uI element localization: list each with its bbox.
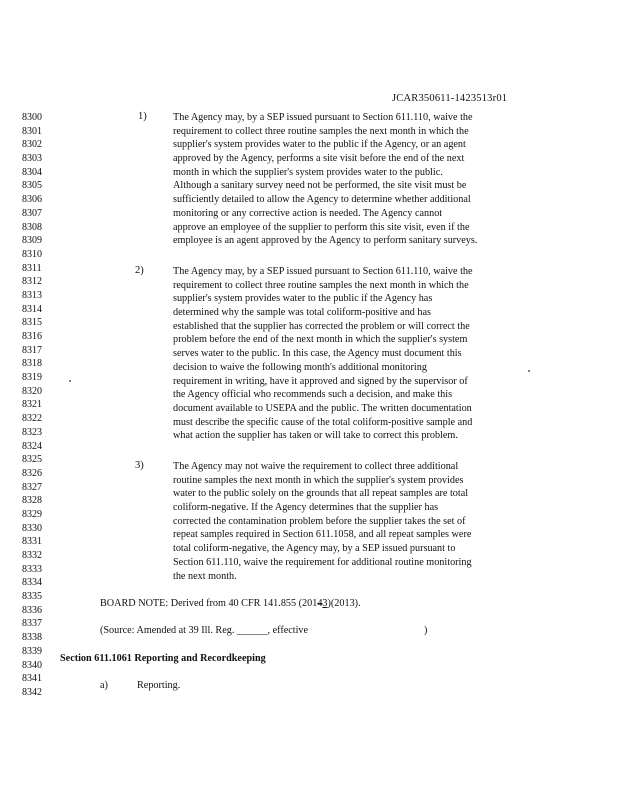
line-number: 8315 [22,317,42,329]
board-note-suffix: )(2013). [327,598,361,609]
inserted-text: 3 [322,598,328,609]
line-number: 8339 [22,645,42,657]
text-line: sufficiently detailed to allow the Agency to determine whether additional [173,194,471,206]
line-number: 8335 [22,591,42,603]
line-number: 8324 [22,440,42,452]
line-number: 8336 [22,604,42,616]
line-number: 8317 [22,344,42,356]
text-line: supplier's system provides water to the public if the Agency has [173,293,433,305]
source-close-paren: ) [424,625,428,636]
line-number: 8306 [22,194,42,206]
line-number: 8309 [22,235,42,247]
document-code: JCAR350611-1423513r01 [392,93,508,104]
text-line: supplier's system provides water to the public if the Agency, or an agent [173,139,466,151]
line-number: 8320 [22,385,42,397]
line-numbers [22,111,62,700]
deleted-text: 4 [317,598,323,609]
line-number: 8327 [22,481,42,493]
text-line: employee is an agent approved by the Agency to perform sanitary surveys. [173,235,478,247]
line-number: 8310 [22,248,42,260]
line-number: 8342 [22,686,42,698]
text-line: determined why the sample was total coliform-positive and has [173,307,432,319]
source-note [100,625,308,636]
text-line: the Agency official who recommends such a decision, and make this [173,389,453,401]
text-line: repeat samples required in Section 611.1058, and all repeat samples were [173,529,472,541]
text-line: requirement to collect three routine samples the next month in which the [173,125,469,137]
line-number: 8307 [22,207,42,219]
line-number: 8323 [22,426,42,438]
item-1-text [173,111,563,248]
subsection-label: Reporting. [137,680,181,691]
text-line: approve an employee of the supplier to perform this site visit, even if the [173,221,470,233]
line-number: 8337 [22,618,42,630]
text-line: coliform-negative. If the Agency determines that the supplier has [173,502,439,514]
line-number: 8331 [22,536,42,548]
line-number: 8312 [22,276,42,288]
line-number: 8325 [22,454,42,466]
text-line: serves water to the public. In this case, the Agency must document this [173,348,462,360]
scan-speck [528,370,530,372]
line-number: 8338 [22,632,42,644]
text-line: must describe the specific cause of the total coliform-positive sample and [173,416,473,428]
board-note [100,598,361,609]
text-line: what action the supplier has taken or will take to correct this problem. [173,430,458,442]
text-line: monitoring or any corrective action is needed. The Agency cannot [173,207,443,219]
text-line: requirement in writing, have it approved and signed by the supervisor of [173,375,468,387]
line-number: 8326 [22,467,42,479]
text-line: approved by the Agency, performs a site visit before the end of the next [173,153,465,165]
line-number: 8333 [22,563,42,575]
text-line: problem before the end of the next month in which the supplier's system [173,334,468,346]
text-line: total coliform-negative, the Agency may, by a SEP issued pursuant to [173,543,456,555]
line-number: 8334 [22,577,42,589]
text-line: The Agency may, by a SEP issued pursuant to Section 611.110, waive the [173,266,473,277]
line-number: 8322 [22,413,42,425]
text-line: month in which the supplier's system provides water to the public. [173,166,443,178]
line-number: 8304 [22,166,42,178]
scan-speck [69,380,71,382]
text-line: decision to waive the following month's additional monitoring [173,361,427,373]
section-heading: Section 611.1061 Reporting and Recordkeeping [60,653,266,664]
text-line: routine samples the next month in which the supplier's system provides [173,474,464,486]
line-number: 8332 [22,550,42,561]
line-number: 8321 [22,399,42,411]
item-3-marker: 3) [135,460,144,471]
line-number: 8330 [22,522,42,534]
line-number: 8303 [22,153,42,165]
source-text: (Source: Amended at 39 Ill. Reg. ______, effective [100,625,309,636]
text-line: corrected the contamination problem before the supplier takes the set of [173,515,466,527]
item-3-text [173,460,563,583]
line-number: 8318 [22,358,42,370]
text-line: The Agency may, by a SEP issued pursuant to Section 611.110, waive the [173,112,473,123]
item-2-marker: 2) [135,265,144,276]
line-number: 8311 [22,262,42,274]
text-line: water to the public solely on the grounds that all repeat samples are total [173,488,469,500]
text-line: requirement to collect three routine samples the next month in which the [173,279,469,291]
line-number: 8319 [22,372,42,384]
line-number: 8313 [22,289,42,301]
text-line: Section 611.110, waive the requirement for additional routine monitoring [173,556,472,568]
line-number: 8340 [22,659,42,671]
line-number: 8328 [22,495,42,507]
text-line: the next month. [173,570,237,582]
line-number: 8302 [22,139,42,151]
line-number: 8316 [22,331,42,342]
board-note-text: BOARD NOTE: Derived from 40 CFR 141.855 (201 [100,598,318,609]
line-number: 8300 [22,112,42,123]
text-line: Although a sanitary survey need not be performed, the site visit must be [173,180,467,192]
line-number: 8301 [22,125,42,137]
subsection-marker: a) [100,680,108,691]
item-2-text [173,265,563,443]
line-number: 8329 [22,508,42,520]
line-number: 8308 [22,221,42,233]
text-line: document available to USEPA and the public. The written documentation [173,402,472,414]
line-number: 8305 [22,180,42,192]
item-1-marker: 1) [138,111,147,122]
text-line: established that the supplier has corrected the problem or will correct the [173,320,470,332]
line-number: 8314 [22,303,42,315]
line-number: 8341 [22,673,42,685]
text-line: The Agency may not waive the requirement to collect three additional [173,461,459,472]
